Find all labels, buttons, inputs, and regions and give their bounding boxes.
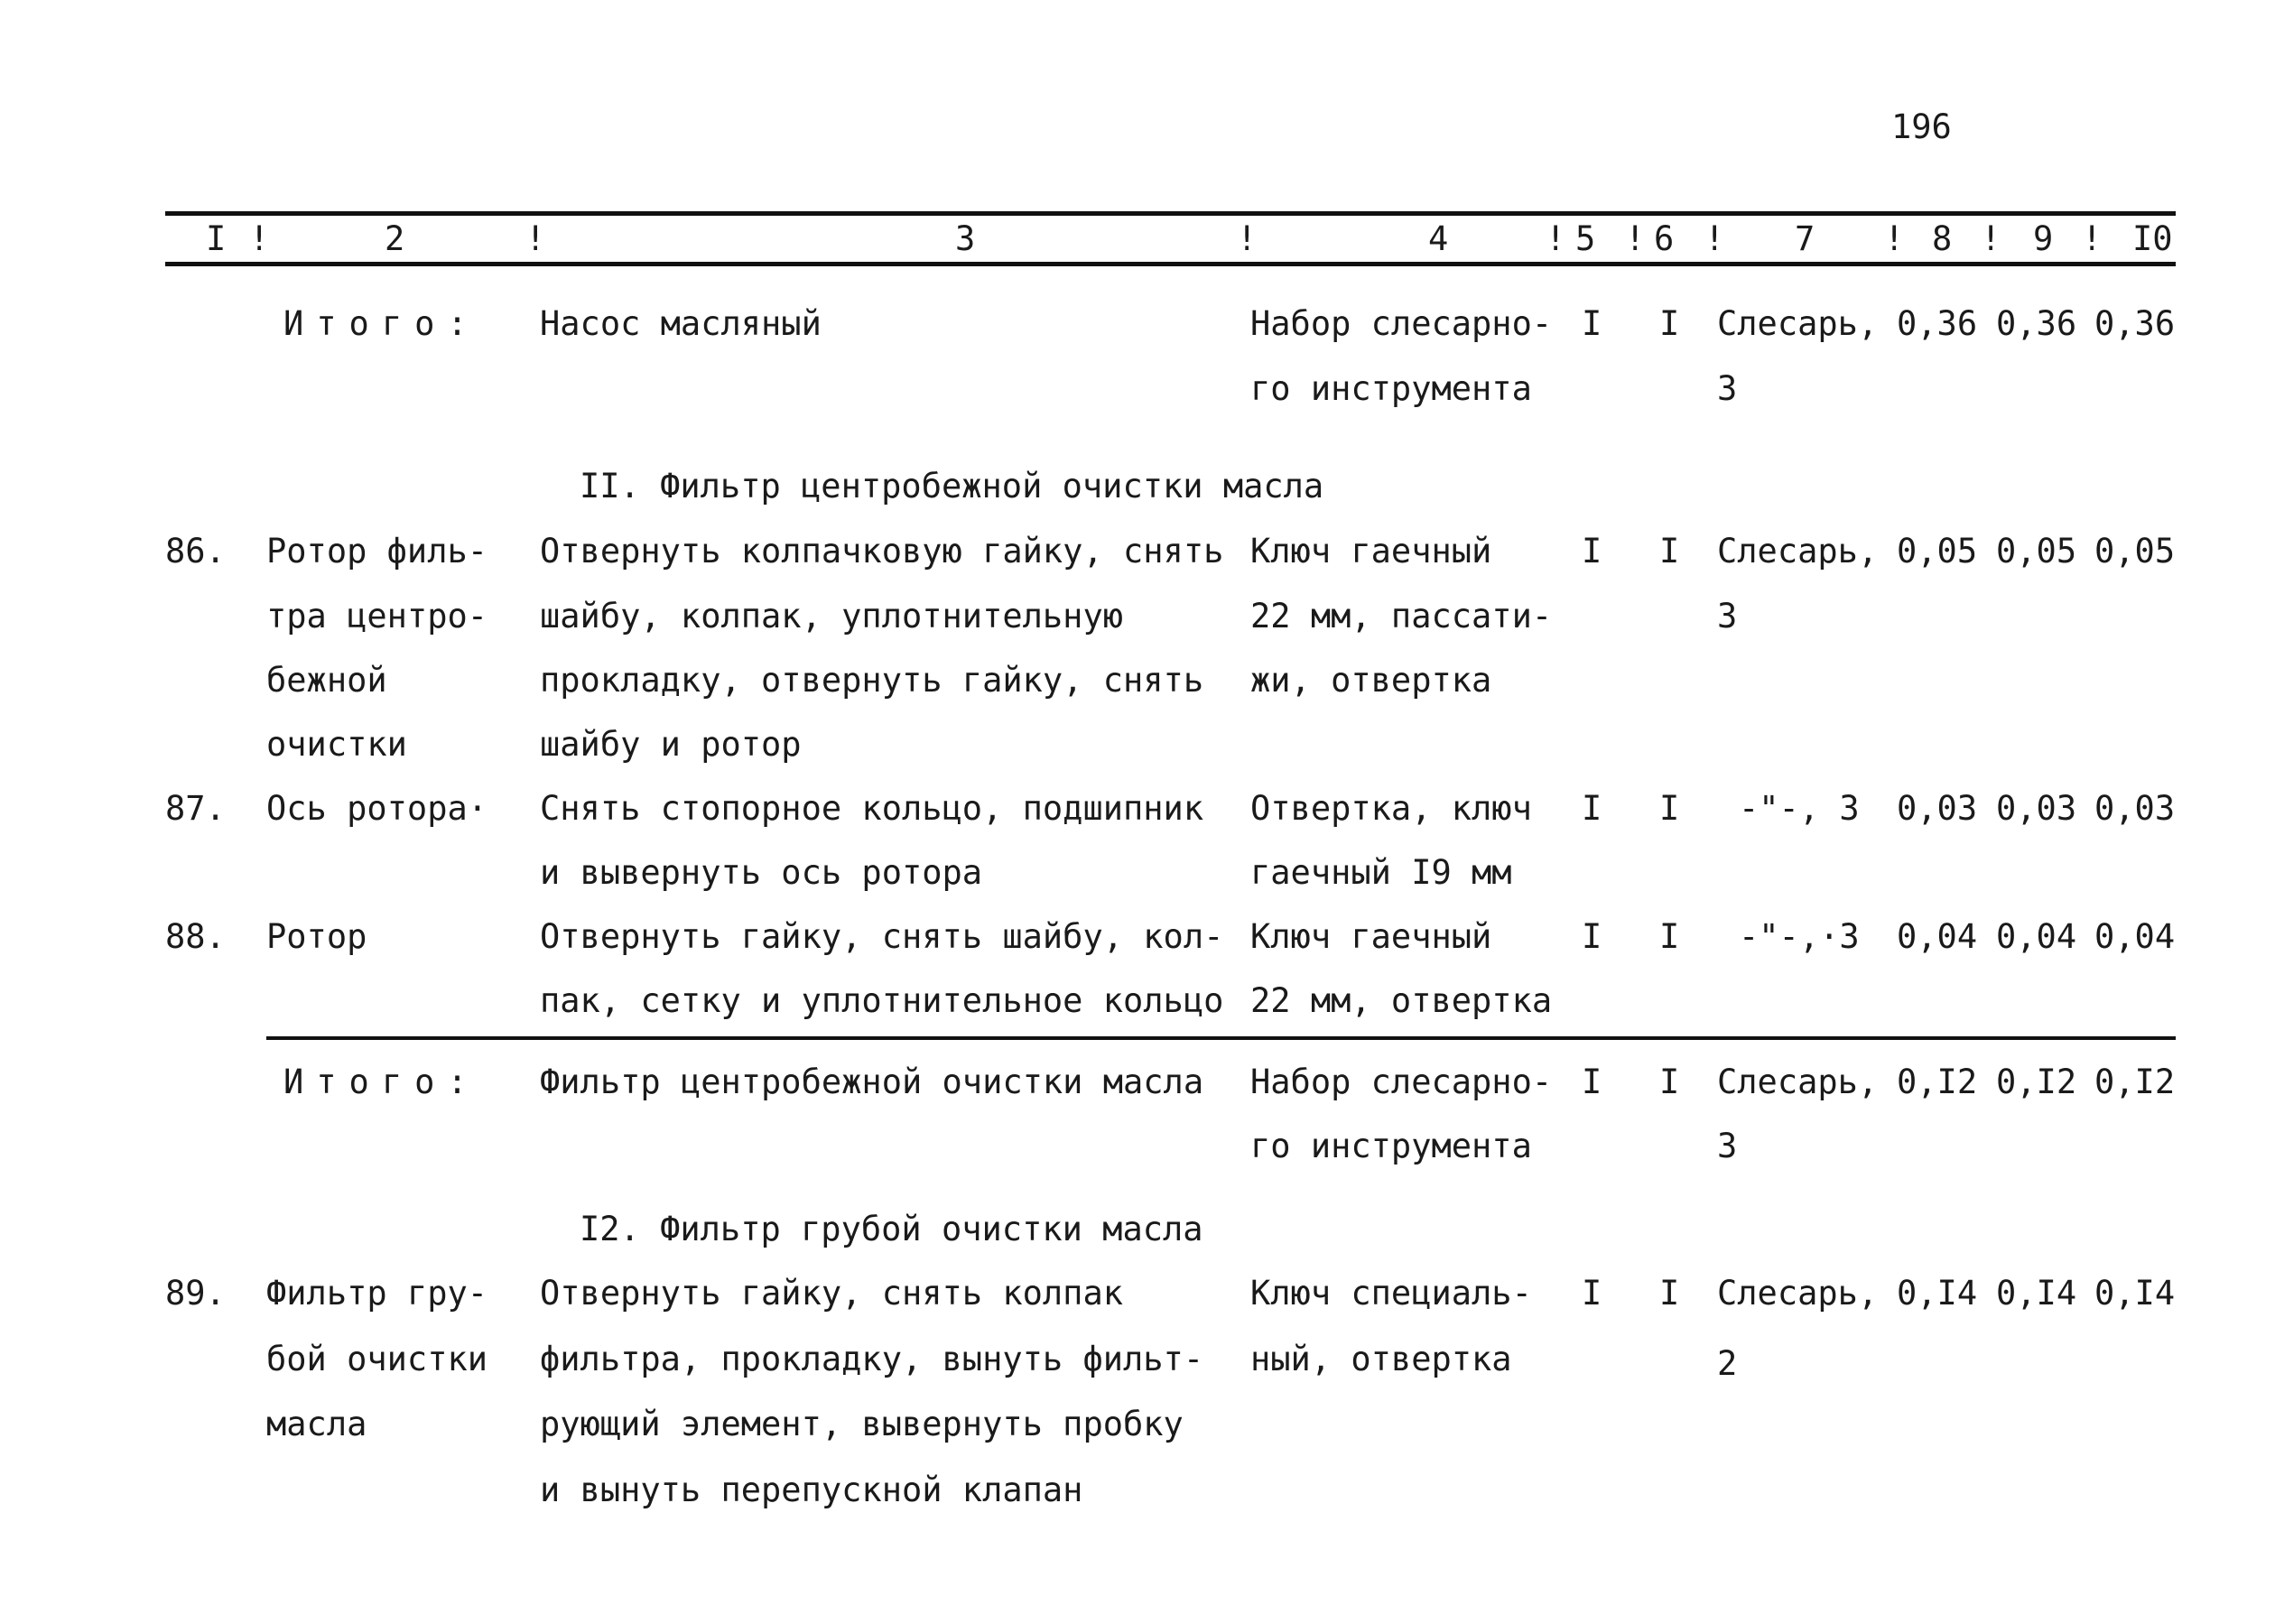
tool-line: Ключ гаечный bbox=[1250, 917, 1492, 956]
worker-label: Слесарь, bbox=[1717, 1274, 1879, 1313]
col6-value: I bbox=[1659, 304, 1680, 343]
col-sep: ! bbox=[1546, 219, 1566, 258]
col8-value: 0,36 bbox=[1897, 304, 1978, 343]
col5-value: I bbox=[1582, 1274, 1602, 1313]
page-number: 196 bbox=[1891, 107, 1952, 146]
col-header-10: I0 bbox=[2132, 219, 2173, 258]
col-header-1: I bbox=[206, 219, 227, 258]
operation-line: Отвернуть гайку, снять шайбу, кол- bbox=[540, 917, 1224, 956]
part-line: тра центро- bbox=[266, 597, 488, 636]
worker-label: Слесарь, bbox=[1717, 1063, 1879, 1101]
col10-value: 0,05 bbox=[2094, 532, 2176, 571]
tool-line: гаечный I9 мм bbox=[1250, 853, 1512, 892]
tool-line: 22 мм, пассати- bbox=[1250, 597, 1553, 636]
worker-ditto: -"-,·3 bbox=[1739, 917, 1860, 956]
tool-line: го инструмента bbox=[1250, 1127, 1532, 1165]
subtotal-rule bbox=[266, 1036, 2176, 1040]
col8-value: 0,03 bbox=[1897, 789, 1978, 828]
operation-line: Отвернуть гайку, снять колпак bbox=[540, 1274, 1124, 1313]
col9-value: 0,I2 bbox=[1996, 1063, 2077, 1101]
col-header-6: 6 bbox=[1654, 219, 1675, 258]
col10-value: 0,04 bbox=[2094, 917, 2176, 956]
tool-line: Ключ гаечный bbox=[1250, 532, 1492, 571]
col-sep: ! bbox=[1704, 219, 1725, 258]
section-heading: I2. Фильтр грубой очистки масла bbox=[580, 1210, 1203, 1248]
total-label: Итого: bbox=[283, 304, 480, 343]
tool-line: Набор слесарно- bbox=[1250, 304, 1553, 343]
worker-grade: 3 bbox=[1717, 1127, 1738, 1165]
col-header-4: 4 bbox=[1428, 219, 1449, 258]
col10-value: 0,36 bbox=[2094, 304, 2176, 343]
operation-line: шайбу, колпак, уплотнительную bbox=[540, 597, 1124, 636]
col-sep: ! bbox=[1625, 219, 1646, 258]
col9-value: 0,03 bbox=[1996, 789, 2077, 828]
col8-value: 0,04 bbox=[1897, 917, 1978, 956]
header-bottom-rule bbox=[165, 262, 2176, 266]
col10-value: 0,I4 bbox=[2094, 1274, 2176, 1313]
col8-value: 0,05 bbox=[1897, 532, 1978, 571]
col10-value: 0,03 bbox=[2094, 789, 2176, 828]
tool-line: жи, отвертка bbox=[1250, 661, 1492, 700]
worker-grade: 2 bbox=[1717, 1344, 1738, 1383]
col6-value: I bbox=[1659, 789, 1680, 828]
col-sep: ! bbox=[1237, 219, 1258, 258]
part-line: бежной bbox=[266, 661, 387, 700]
header-top-rule bbox=[165, 211, 2176, 216]
col5-value: I bbox=[1582, 917, 1602, 956]
col9-value: 0,36 bbox=[1996, 304, 2077, 343]
total-item: Фильтр центробежной очистки масла bbox=[540, 1063, 1204, 1101]
tool-line: го инструмента bbox=[1250, 369, 1532, 408]
section-heading: II. Фильтр центробежной очистки масла bbox=[580, 467, 1324, 506]
worker-ditto: -"-, 3 bbox=[1739, 789, 1860, 828]
col-header-8: 8 bbox=[1932, 219, 1953, 258]
col10-value: 0,I2 bbox=[2094, 1063, 2176, 1101]
col5-value: I bbox=[1582, 304, 1602, 343]
row-number: 86. bbox=[165, 532, 226, 571]
operation-line: пак, сетку и уплотнительное кольцо bbox=[540, 981, 1224, 1020]
tool-line: Набор слесарно- bbox=[1250, 1063, 1553, 1101]
row-number: 87. bbox=[165, 789, 226, 828]
part-line: бой очистки bbox=[266, 1340, 488, 1378]
operation-line: и вынуть перепускной клапан bbox=[540, 1471, 1083, 1509]
col6-value: I bbox=[1659, 917, 1680, 956]
col-header-3: 3 bbox=[955, 219, 976, 258]
col-sep: ! bbox=[249, 219, 270, 258]
col-sep: ! bbox=[2082, 219, 2103, 258]
part-line: очистки bbox=[266, 725, 407, 764]
col-sep: ! bbox=[525, 219, 546, 258]
operation-line: Отвернуть колпачковую гайку, снять bbox=[540, 532, 1224, 571]
worker-label: Слесарь, bbox=[1717, 532, 1879, 571]
part-line: масла bbox=[266, 1405, 367, 1443]
col-header-2: 2 bbox=[385, 219, 405, 258]
operation-line: рующий элемент, вывернуть пробку bbox=[540, 1405, 1184, 1443]
col6-value: I bbox=[1659, 1274, 1680, 1313]
col-sep: ! bbox=[1884, 219, 1905, 258]
operation-line: шайбу и ротор bbox=[540, 725, 802, 764]
part-line: Ротор bbox=[266, 917, 367, 956]
col5-value: I bbox=[1582, 532, 1602, 571]
total-label: Итого: bbox=[283, 1063, 480, 1101]
worker-grade: 3 bbox=[1717, 369, 1738, 408]
worker-label: Слесарь, bbox=[1717, 304, 1879, 343]
col9-value: 0,I4 bbox=[1996, 1274, 2077, 1313]
operation-line: фильтра, прокладку, вынуть фильт- bbox=[540, 1340, 1204, 1378]
tool-line: Ключ специаль- bbox=[1250, 1274, 1532, 1313]
col8-value: 0,I4 bbox=[1897, 1274, 1978, 1313]
part-line: Ротор филь- bbox=[266, 532, 488, 571]
col-sep: ! bbox=[1981, 219, 2001, 258]
col8-value: 0,I2 bbox=[1897, 1063, 1978, 1101]
col-header-5: 5 bbox=[1575, 219, 1596, 258]
operation-line: и вывернуть ось ротора bbox=[540, 853, 983, 892]
tool-line: Отвертка, ключ bbox=[1250, 789, 1532, 828]
col5-value: I bbox=[1582, 1063, 1602, 1101]
operation-line: Снять стопорное кольцо, подшипник bbox=[540, 789, 1204, 828]
worker-grade: 3 bbox=[1717, 597, 1738, 636]
col9-value: 0,05 bbox=[1996, 532, 2077, 571]
col6-value: I bbox=[1659, 1063, 1680, 1101]
row-number: 88. bbox=[165, 917, 226, 956]
tool-line: ный, отвертка bbox=[1250, 1340, 1512, 1378]
tool-line: 22 мм, отвертка bbox=[1250, 981, 1553, 1020]
col9-value: 0,04 bbox=[1996, 917, 2077, 956]
col6-value: I bbox=[1659, 532, 1680, 571]
col-header-7: 7 bbox=[1795, 219, 1815, 258]
row-number: 89. bbox=[165, 1274, 226, 1313]
part-line: Фильтр гру- bbox=[266, 1274, 488, 1313]
total-item: Насос масляный bbox=[540, 304, 822, 343]
col-header-9: 9 bbox=[2033, 219, 2054, 258]
col5-value: I bbox=[1582, 789, 1602, 828]
operation-line: прокладку, отвернуть гайку, снять bbox=[540, 661, 1204, 700]
part-line: Ось ротора· bbox=[266, 789, 488, 828]
